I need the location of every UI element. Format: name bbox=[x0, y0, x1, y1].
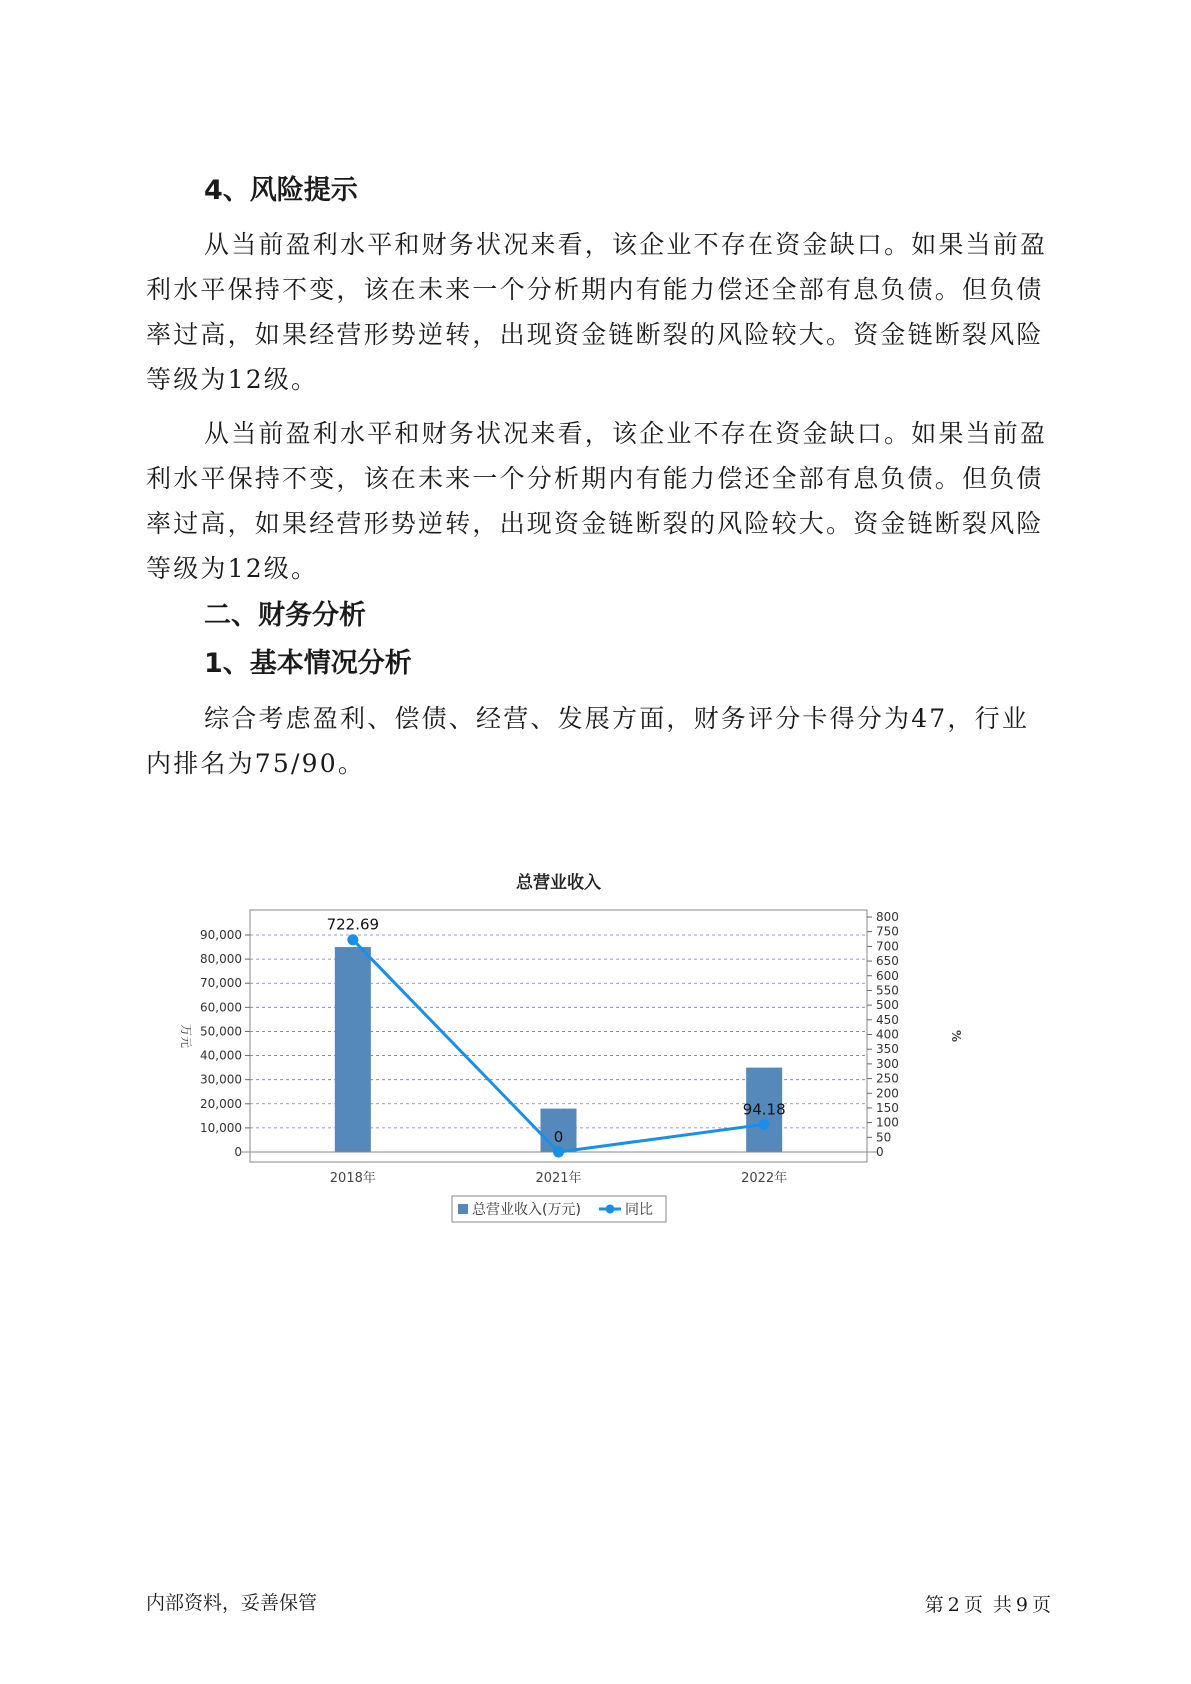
paragraph-basic-analysis: 综合考虑盈利、偿债、经营、发展方面，财务评分卡得分为47，行业内排名为75/90。 bbox=[146, 704, 1030, 778]
footer-total-prefix: 共 bbox=[992, 1594, 1012, 1616]
y-tick-label: 70,000 bbox=[200, 976, 242, 991]
y2-tick-label: 300 bbox=[876, 1056, 899, 1071]
data-label-2022年: 94.18 bbox=[742, 1100, 786, 1119]
data-label-2018年: 722.69 bbox=[326, 915, 380, 934]
legend-line-label: 同比 bbox=[625, 1202, 653, 1218]
chart-title: 总营业收入 bbox=[516, 873, 601, 893]
footer-page-prefix: 第 bbox=[924, 1594, 944, 1616]
revenue-chart bbox=[170, 862, 1030, 1322]
x-tick-label: 2018年 bbox=[329, 1171, 376, 1186]
y-tick-label: 40,000 bbox=[200, 1048, 242, 1063]
y-tick-label: 20,000 bbox=[200, 1096, 242, 1111]
y-tick-label: 90,000 bbox=[200, 928, 242, 942]
y2-tick-label: 800 bbox=[876, 910, 899, 924]
y2-tick-label: 400 bbox=[876, 1027, 899, 1042]
revenue-chart-svg bbox=[170, 862, 1030, 1322]
point-2021年 bbox=[553, 1147, 564, 1158]
bar-2018年 bbox=[335, 947, 371, 1152]
footer-total-suffix: 页 bbox=[1031, 1594, 1051, 1616]
y-tick-label: 30,000 bbox=[200, 1072, 242, 1087]
footer-page-number bbox=[923, 1590, 1053, 1617]
y2-tick-label: 150 bbox=[876, 1100, 899, 1115]
point-2022年 bbox=[759, 1119, 770, 1130]
paragraph-risk-2: 从当前盈利水平和财务状况来看，该企业不存在资金缺口。如果当前盈利水平保持不变，该在未来一个分析期内有能力偿还全部有息负债。但负债率过高，如果经营形势逆转，出现资金链断裂的风险较大。资金链断裂风险等级为12级。 bbox=[146, 419, 1048, 583]
y-tick-label: 60,000 bbox=[200, 1000, 242, 1015]
x-tick-label: 2022年 bbox=[741, 1171, 788, 1186]
y2-tick-label: 550 bbox=[876, 983, 899, 998]
data-label-2021年: 0 bbox=[553, 1128, 564, 1146]
y-tick-label: 50,000 bbox=[200, 1024, 242, 1039]
y-tick-label: 10,000 bbox=[200, 1120, 242, 1135]
y2-tick-label: 650 bbox=[876, 954, 899, 969]
y-tick-label: 0 bbox=[234, 1145, 242, 1159]
y2-axis-label: % bbox=[949, 1029, 963, 1043]
legend-bar-swatch bbox=[458, 1204, 468, 1214]
legend-bar-label: 总营业收入(万元) bbox=[472, 1202, 581, 1218]
point-2018年 bbox=[347, 934, 358, 945]
footer-page-current: 2 bbox=[947, 1594, 960, 1616]
y2-tick-label: 750 bbox=[876, 924, 899, 939]
y2-tick-label: 0 bbox=[876, 1145, 884, 1159]
paragraph-risk-1: 从当前盈利水平和财务状况来看，该企业不存在资金缺口。如果当前盈利水平保持不变，该在未来一个分析期内有能力偿还全部有息负债。但负债率过高，如果经营形势逆转，出现资金链断裂的风险较大。资金链断裂风险等级为12级。 bbox=[146, 230, 1048, 394]
y2-tick-label: 250 bbox=[876, 1071, 899, 1086]
y2-tick-label: 350 bbox=[876, 1042, 899, 1057]
y-tick-label: 80,000 bbox=[200, 952, 242, 967]
y2-tick-label: 100 bbox=[876, 1115, 899, 1130]
y2-tick-label: 600 bbox=[876, 968, 899, 983]
footer-page-mid: 页 bbox=[963, 1594, 983, 1616]
y2-tick-label: 700 bbox=[876, 939, 899, 954]
legend-line-marker bbox=[606, 1205, 615, 1214]
y-axis-label: 万元 bbox=[179, 1023, 193, 1049]
y2-tick-label: 500 bbox=[876, 998, 899, 1013]
y2-tick-label: 50 bbox=[876, 1130, 892, 1145]
heading-financial-analysis: 二、财务分析 bbox=[204, 600, 366, 631]
footer-page-total: 9 bbox=[1015, 1594, 1028, 1616]
x-tick-label: 2021年 bbox=[535, 1171, 582, 1186]
y2-tick-label: 200 bbox=[876, 1086, 899, 1101]
heading-basic-analysis: 1、基本情况分析 bbox=[204, 648, 412, 679]
heading-risk-warning: 4、风险提示 bbox=[204, 175, 358, 206]
footer-confidential: 内部资料，妥善保管 bbox=[146, 1592, 318, 1614]
y2-tick-label: 450 bbox=[876, 1012, 899, 1027]
